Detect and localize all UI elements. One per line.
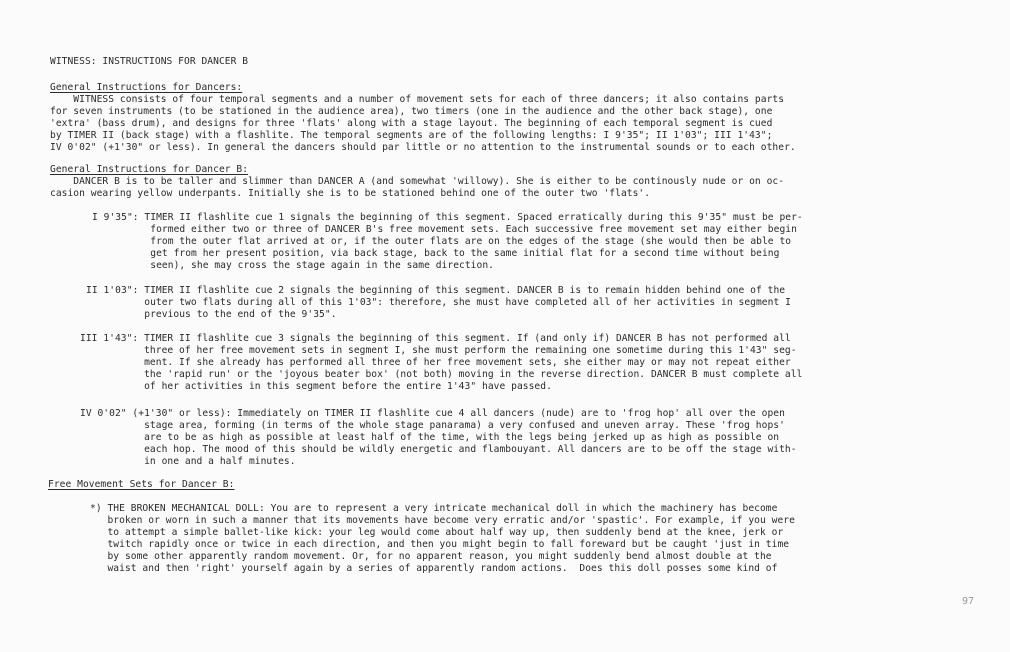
segment-1-line: seen), she may cross the stage again in the same direction. — [92, 260, 494, 271]
segment-4-line: each hop. The mood of this should be wildly energetic and flambouyant. All dancers are to be off the stage with- — [80, 444, 797, 455]
free-heading: Free Movement Sets for Dancer B: — [48, 479, 235, 490]
segment-2-line: II 1'03": TIMER II flashlite cue 2 signals the beginning of this segment. DANCER B is to remain hidden behind one of the — [86, 285, 786, 296]
general-line: IV 0'02" (+1'30" or less). In general the dancers should par little or no attention to the instrumental sounds or to each other. — [50, 142, 796, 153]
segment-1-line: formed either two or three of DANCER B's free movement sets. Each successive free movement set may either begin — [92, 224, 797, 235]
segment-3-line: ment. If she already has performed all three of her free movement sets, she either may or may not repeat either — [80, 357, 791, 368]
segment-4-line: stage area, forming (in terms of the whole stage panarama) a very confused and uneven array. These 'frog hops' — [80, 420, 785, 431]
segment-4-line: in one and a half minutes. — [80, 456, 296, 467]
free-line: *) THE BROKEN MECHANICAL DOLL: You are to represent a very intricate mechanical doll in which the machinery has become — [90, 503, 778, 514]
free-line: to attempt a simple ballet-like kick: your leg would come about half way up, then suddenly bend at the knee, jerk or — [90, 527, 784, 538]
segment-4-line: are to be as high as possible at least half of the time, with the legs being jerked up as high as possible on — [80, 432, 780, 443]
page-mark: 97 — [962, 596, 975, 607]
document-title: WITNESS: INSTRUCTIONS FOR DANCER B — [50, 56, 249, 67]
general-line: 'extra' (bass drum), and designs for three 'flats' along with a stage layout. The beginning of each temporal segment is cued — [50, 118, 773, 129]
general-line: by TIMER II (back stage) with a flashlite. The temporal segments are of the following lengths: I 9'35"; II 1'03"; III 1'43"; — [50, 130, 773, 141]
segment-1-line: get from her present position, via back stage, back to the same initial flat for a second time without being — [92, 248, 780, 259]
dancer-b-heading: General Instructions for Dancer B: — [50, 164, 249, 175]
segment-3-line: three of her free movement sets in segment I, she must perform the remaining one sometime during this 1'43" seg- — [80, 345, 797, 356]
segment-4-line: IV 0'02" (+1'30" or less): Immediately on TIMER II flashlite cue 4 all dancers (nude) are to 'frog hop' all over the open — [80, 408, 785, 419]
free-line: waist and then 'right' yourself again by a series of apparently random actions. Does this doll posses some kind of — [90, 563, 778, 574]
segment-3-line: the 'rapid run' or the 'joyous beater box' (not both) moving in the reverse direction. DANCER B must complete all — [80, 369, 803, 380]
general-line: WITNESS consists of four temporal segments and a number of movement sets for each of three dancers; it also contains parts — [50, 94, 785, 105]
free-line: broken or worn in such a manner that its movements have become very erratic and/or 'spastic'. For example, if you were — [90, 515, 795, 526]
segment-1-line: from the outer flat arrived at or, if the outer flats are on the edges of the stage (she would then be able to — [92, 236, 792, 247]
general-line: for seven instruments (to be stationed in the audience area), two timers (one in the audience and the other back stage), one — [50, 106, 773, 117]
segment-2-line: outer two flats during all of this 1'03": therefore, she must have completed all of her activities in segment I — [86, 297, 791, 308]
dancer-b-line: casion wearing yellow underpants. Initially she is to be stationed behind one of the outer two 'flats'. — [50, 188, 651, 199]
free-line: twitch rapidly once or twice in each direction, and then you might begin to fall foreward but be caught 'just in time — [90, 539, 790, 550]
segment-3-line: III 1'43": TIMER II flashlite cue 3 signals the beginning of this segment. If (and only if) DANCER B has not performed all — [80, 333, 791, 344]
dancer-b-line: DANCER B is to be taller and slimmer than DANCER A (and somewhat 'willowy). She is either to be continously nude or on oc- — [50, 176, 785, 187]
segment-2-line: previous to the end of the 9'35". — [86, 309, 337, 320]
free-line: by some other apparently random movement. Or, for no apparent reason, you might suddenly bend almost double at the — [90, 551, 772, 562]
segment-3-line: of her activities in this segment before the entire 1'43" have passed. — [80, 381, 552, 392]
general-heading: General Instructions for Dancers: — [50, 82, 243, 93]
segment-1-line: I 9'35": TIMER II flashlite cue 1 signals the beginning of this segment. Spaced erratically during this 9'35" must be per- — [92, 212, 803, 223]
